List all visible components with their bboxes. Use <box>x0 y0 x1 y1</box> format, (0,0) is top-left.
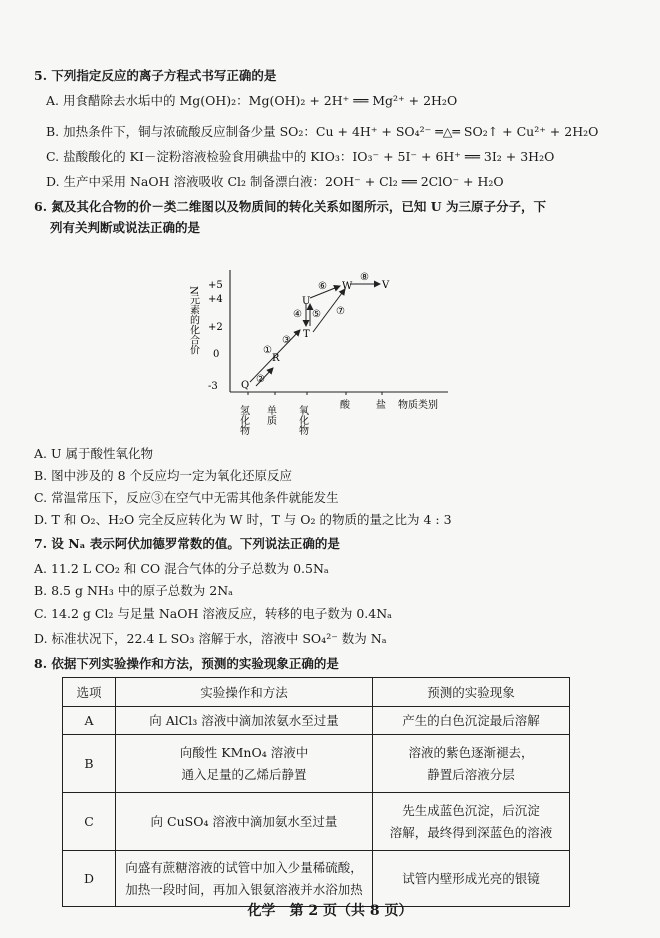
q6-stem-line2: 列有关判断或说法正确的是 <box>50 220 201 235</box>
row-a-operation: 向 AlCl₃ 溶液中滴加浓氨水至过量 <box>116 707 373 735</box>
table-row <box>63 851 570 907</box>
point-v: V <box>382 280 390 291</box>
row-d-phenomenon: 试管内壁形成光亮的银镜 <box>373 851 570 907</box>
table-row <box>63 707 570 735</box>
q6-option-b: B. 图中涉及的 8 个反应均一定为氧化还原反应 <box>34 468 293 483</box>
reaction-3: ③ <box>282 335 291 346</box>
ytick-minus3: -3 <box>208 381 218 392</box>
row-a-option: A <box>63 707 116 735</box>
reaction-2: ② <box>256 374 265 385</box>
valence-class-diagram <box>168 262 458 440</box>
reaction-8: ⑧ <box>360 272 369 283</box>
q7-option-b: B. 8.5 g NH₃ 中的原子总数为 2Nₐ <box>34 583 233 598</box>
row-b-option: B <box>63 735 116 793</box>
row-b-operation: 向酸性 KMnO₄ 溶液中 通入足量的乙烯后静置 <box>116 735 373 793</box>
q7-stem: 7. 设 Nₐ 表示阿伏加德罗常数的值。下列说法正确的是 <box>34 536 340 551</box>
reaction-7: ⑦ <box>336 306 345 317</box>
q7-option-a: A. 11.2 L CO₂ 和 CO 混合气体的分子总数为 0.5Nₐ <box>34 561 329 576</box>
q5-option-b: B. 加热条件下，铜与浓硫酸反应制备少量 SO₂：Cu + 4H⁺ + SO₄²⁻ ═△═ SO₂↑ + Cu²⁺ + 2H₂O <box>46 124 599 139</box>
xcat-salt: 盐 <box>376 400 386 411</box>
q8-stem: 8. 依据下列实验操作和方法，预测的实验现象正确的是 <box>34 656 339 671</box>
xcat-element: 单质 <box>264 405 276 425</box>
table-header-row <box>63 678 570 707</box>
reaction-5: ⑤ <box>312 309 321 320</box>
q5-option-c: C. 盐酸酸化的 KI－淀粉溶液检验食用碘盐中的 KIO₃：IO₃⁻ + 5I⁻ + 6H⁺ ══ 3I₂ + 3H₂O <box>46 149 555 164</box>
q5-stem: 5. 下列指定反应的离子方程式书写正确的是 <box>34 68 277 83</box>
row-c-phenomenon: 先生成蓝色沉淀，后沉淀 溶解，最终得到深蓝色的溶液 <box>373 793 570 851</box>
reaction-6: ⑥ <box>318 281 327 292</box>
table-row <box>63 793 570 851</box>
q6-option-a: A. U 属于酸性氧化物 <box>34 446 153 461</box>
reaction-1: ① <box>263 345 272 356</box>
table-row <box>63 735 570 793</box>
q6-option-d: D. T 和 O₂、H₂O 完全反应转化为 W 时，T 与 O₂ 的物质的量之比为 4 : 3 <box>34 512 452 527</box>
header-phenomenon: 预测的实验现象 <box>373 678 570 707</box>
y-axis-label: N元素的化合价 <box>187 286 199 355</box>
q5-option-d: D. 生产中采用 NaOH 溶液吸收 Cl₂ 制备漂白液：2OH⁻ + Cl₂ ══ 2ClO⁻ + H₂O <box>46 174 504 189</box>
ytick-plus2: +2 <box>208 322 223 333</box>
q5-option-a: A. 用食醋除去水垢中的 Mg(OH)₂：Mg(OH)₂ + 2H⁺ ══ Mg²⁺ + 2H₂O <box>46 93 458 108</box>
header-operation: 实验操作和方法 <box>116 678 373 707</box>
point-r: R <box>272 353 280 364</box>
experiment-table <box>62 677 570 907</box>
row-c-operation: 向 CuSO₄ 溶液中滴加氨水至过量 <box>116 793 373 851</box>
xcat-hydride: 氢化物 <box>237 405 249 435</box>
row-a-phenomenon: 产生的白色沉淀最后溶解 <box>373 707 570 735</box>
header-option: 选项 <box>63 678 116 707</box>
row-d-operation: 向盛有蔗糖溶液的试管中加入少量稀硫酸， 加热一段时间，再加入银氨溶液并水浴加热 <box>116 851 373 907</box>
q6-option-c: C. 常温常压下，反应③在空气中无需其他条件就能发生 <box>34 490 339 505</box>
ytick-plus4: +4 <box>208 294 223 305</box>
row-d-option: D <box>63 851 116 907</box>
row-c-option: C <box>63 793 116 851</box>
ytick-zero: 0 <box>213 349 220 360</box>
xcat-oxide: 氧化物 <box>296 405 308 435</box>
x-axis-label: 物质类别 <box>398 400 438 411</box>
q6-stem-line1: 6. 氮及其化合物的价－类二维图以及物质间的转化关系如图所示，已知 U 为三原子分子，下 <box>34 199 547 214</box>
point-u: U <box>302 296 311 307</box>
reaction-4: ④ <box>293 309 302 320</box>
point-t: T <box>303 329 310 340</box>
point-q: Q <box>241 380 250 391</box>
xcat-acid: 酸 <box>340 400 350 411</box>
q7-option-c: C. 14.2 g Cl₂ 与足量 NaOH 溶液反应，转移的电子数为 0.4Nₐ <box>34 606 392 621</box>
ytick-plus5: +5 <box>208 280 223 291</box>
page-footer: 化学 第 2 页（共 8 页） <box>247 903 413 919</box>
q7-option-d: D. 标准状况下，22.4 L SO₃ 溶解于水，溶液中 SO₄²⁻ 数为 Nₐ <box>34 631 387 646</box>
row-b-phenomenon: 溶液的紫色逐渐褪去， 静置后溶液分层 <box>373 735 570 793</box>
point-w: W <box>342 281 353 292</box>
